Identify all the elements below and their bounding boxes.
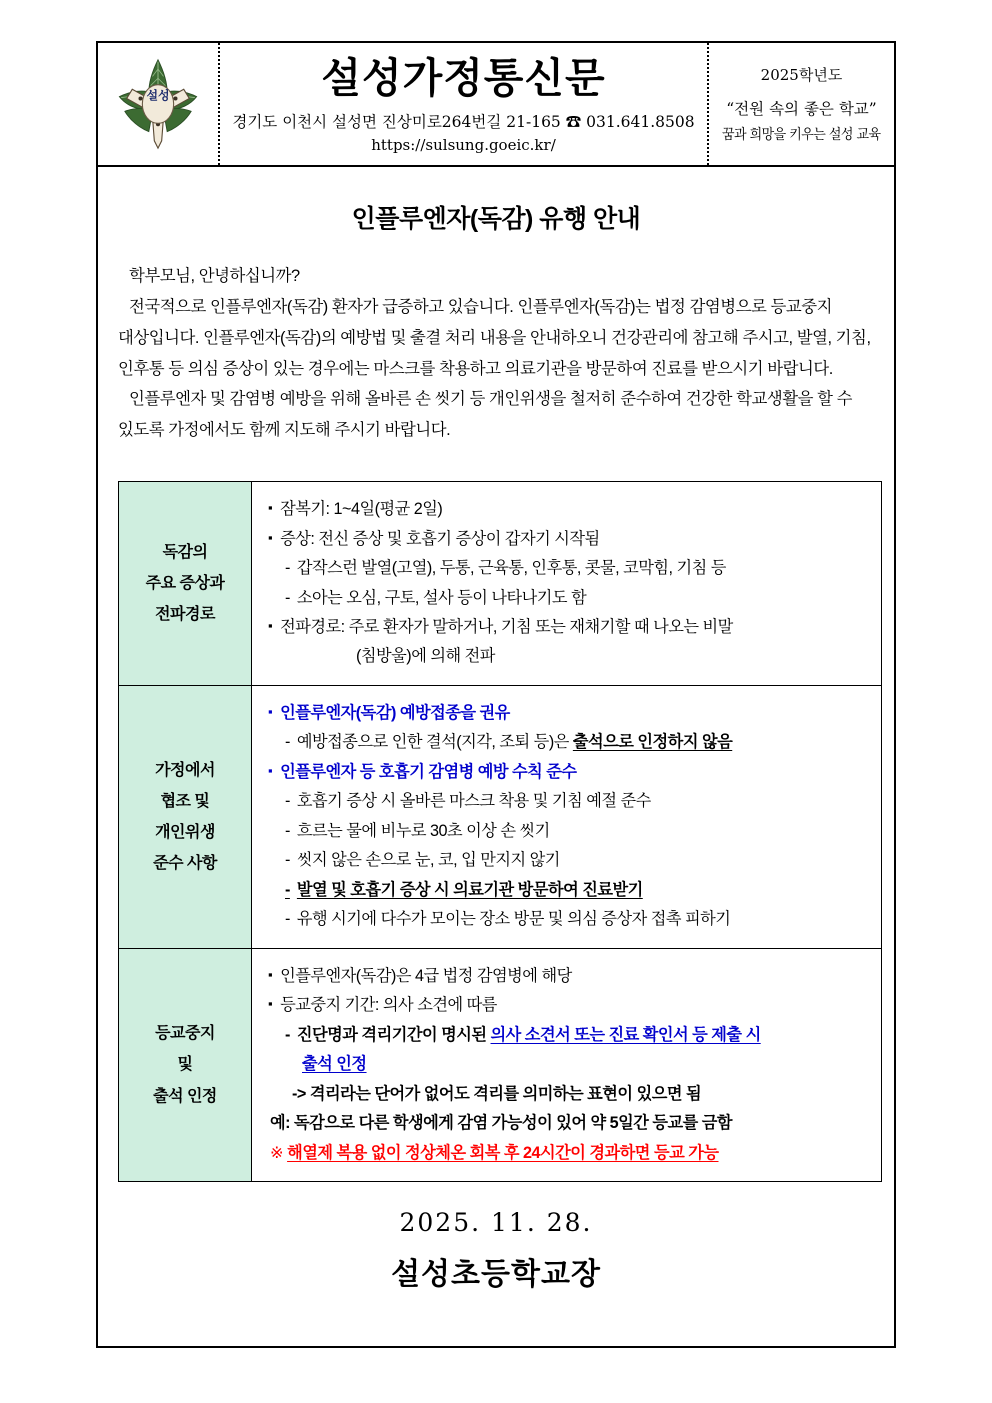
list-item: - 씻지 않은 손으로 눈, 코, 입 만지지 않기 (268, 846, 871, 875)
list-item (268, 728, 871, 757)
list-item: - 흐르는 물에 비누로 30초 이상 손 씻기 (268, 817, 871, 846)
warning-text: 해열제 복용 없이 정상체온 회복 후 24시간이 경과하면 등교 가능 (287, 1143, 719, 1162)
label-line: 독감의 (162, 543, 208, 561)
list-item: ▪ 인플루엔자(독감)은 4급 법정 감염병에 해당 (268, 962, 871, 991)
page-title: 인플루엔자(독감) 유행 안내 (351, 205, 641, 233)
footer (118, 1208, 874, 1293)
list-item-text: 진단명과 격리기간이 명시된 (296, 1025, 491, 1044)
list-item: ▪ 증상: 전신 증상 및 호흡기 증상이 갑자기 시작됨 (268, 525, 871, 554)
intro-paragraph-3: 인플루엔자 및 감염병 예방을 위해 올바른 손 씻기 등 개인위생을 철저히 준수하여 건강한 학교생활을 할 수 있도록 가정에서도 함께 지도해 주시기 바랍니다. (118, 390, 853, 440)
masthead-right (709, 43, 894, 165)
label-line: 및 (177, 1056, 193, 1074)
list-item-heading: ▪ 인플루엔자(독감) 예방접종을 권유 (268, 699, 871, 728)
table-row (119, 948, 882, 1181)
school-address: 경기도 이천시 설성면 진상미로264번길 21-165 ☎ 031.641.8508 (232, 112, 695, 131)
list-item: - 호흡기 증상 시 올바른 마스크 착용 및 기침 예절 준수 (268, 787, 871, 816)
label-line: 출석 인정 (153, 1087, 217, 1105)
table-row (119, 482, 882, 686)
list-item: ▪ 전파경로: 주로 환자가 말하거나, 기침 또는 재채기할 때 나오는 비말 (268, 613, 871, 642)
list-item: 예: 독감으로 다른 학생에게 감염 가능성이 있어 약 5일간 등교를 금함 (270, 1114, 733, 1133)
list-item: - 갑작스런 발열(고열), 두통, 근육통, 인후통, 콧물, 코막힘, 기침 등 (268, 554, 871, 583)
row-body-attendance (252, 948, 882, 1181)
school-year: 2025학년도 (760, 66, 843, 84)
label-line: 준수 사항 (153, 855, 217, 873)
intro-section (118, 261, 874, 446)
masthead-center (220, 43, 709, 165)
label-line: 전파경로 (155, 606, 215, 624)
list-item-emphasis: 출석으로 인정하지 않음 (572, 733, 733, 752)
school-slogan-secondary: 꿈과 희망을 키우는 설성 교육 (722, 127, 881, 143)
leaf-emblem-icon (112, 56, 204, 152)
emblem-label: 설성 (146, 88, 170, 103)
list-item: ▪ 잠복기: 1~4일(평균 2일) (268, 495, 871, 524)
label-line: 등교중지 (155, 1025, 215, 1043)
list-item-warning (268, 1139, 871, 1168)
list-item: ▪ 등교중지 기간: 의사 소견에 따름 (268, 991, 871, 1020)
masthead (98, 43, 894, 167)
list-item-link-text: 출석 인정 (302, 1055, 367, 1074)
list-item: - 소아는 오심, 구토, 설사 등이 나타나기도 함 (268, 584, 871, 613)
list-item-link-text: 의사 소견서 또는 진료 확인서 등 제출 시 (490, 1025, 761, 1044)
school-slogan-primary: “전원 속의 좋은 학교” (726, 100, 877, 118)
intro-paragraph-1: 학부모님, 안녕하십니까? (129, 267, 300, 285)
asterisk-mark-icon: ※ (270, 1143, 284, 1162)
label-line: 가정에서 (155, 761, 215, 779)
list-item-emphasis: - 발열 및 호흡기 증상 시 의료기관 방문하여 진료받기 (268, 876, 871, 905)
label-line: 주요 증상과 (145, 574, 225, 592)
info-table (118, 481, 882, 1182)
label-line: 협조 및 (160, 792, 210, 810)
list-item (268, 1021, 871, 1050)
table-row (119, 685, 882, 948)
list-item: - 유행 시기에 다수가 모이는 장소 방문 및 의심 증상자 접촉 피하기 (268, 905, 871, 934)
school-logo (98, 43, 220, 165)
list-item: (침방울)에 의해 전파 (356, 647, 495, 666)
row-label-attendance (119, 948, 252, 1181)
newsletter-page (96, 41, 896, 1348)
issue-date: 2025. 11. 28. (399, 1208, 593, 1238)
row-body-home-cooperation (252, 685, 882, 948)
list-item-heading: ▪ 인플루엔자 등 호흡기 감염병 예방 수칙 준수 (268, 758, 871, 787)
newsletter-title: 설성가정통신문 (321, 54, 606, 103)
school-principal-title: 설성초등학교장 (391, 1257, 601, 1293)
row-body-symptoms (252, 482, 882, 686)
row-label-symptoms (119, 482, 252, 686)
document-content (98, 199, 894, 1293)
school-website-url[interactable]: https://sulsung.goeic.kr/ (371, 135, 556, 154)
list-item: -> 격리라는 단어가 없어도 격리를 의미하는 표현이 있으면 됨 (292, 1084, 702, 1103)
label-line: 개인위생 (155, 823, 215, 841)
intro-paragraph-2: 전국적으로 인플루엔자(독감) 환자가 급증하고 있습니다. 인플루엔자(독감)는 법정 감염병으로 등교중지 대상입니다. 인플루엔자(독감)의 예방법 및 출결 처리 내용을 안내하오니 건강관리에 참고해 주시고, 발열, 기침, 인후통 등 의심 증상이 있는 경우에는 마스크를 착용하고 의료기관을 방문하여 진료를 받으시기 바랍니다. (118, 297, 871, 378)
list-item-text: 예방접종으로 인한 결석(지각, 조퇴 등)은 (296, 733, 573, 752)
row-label-home-cooperation (119, 685, 252, 948)
